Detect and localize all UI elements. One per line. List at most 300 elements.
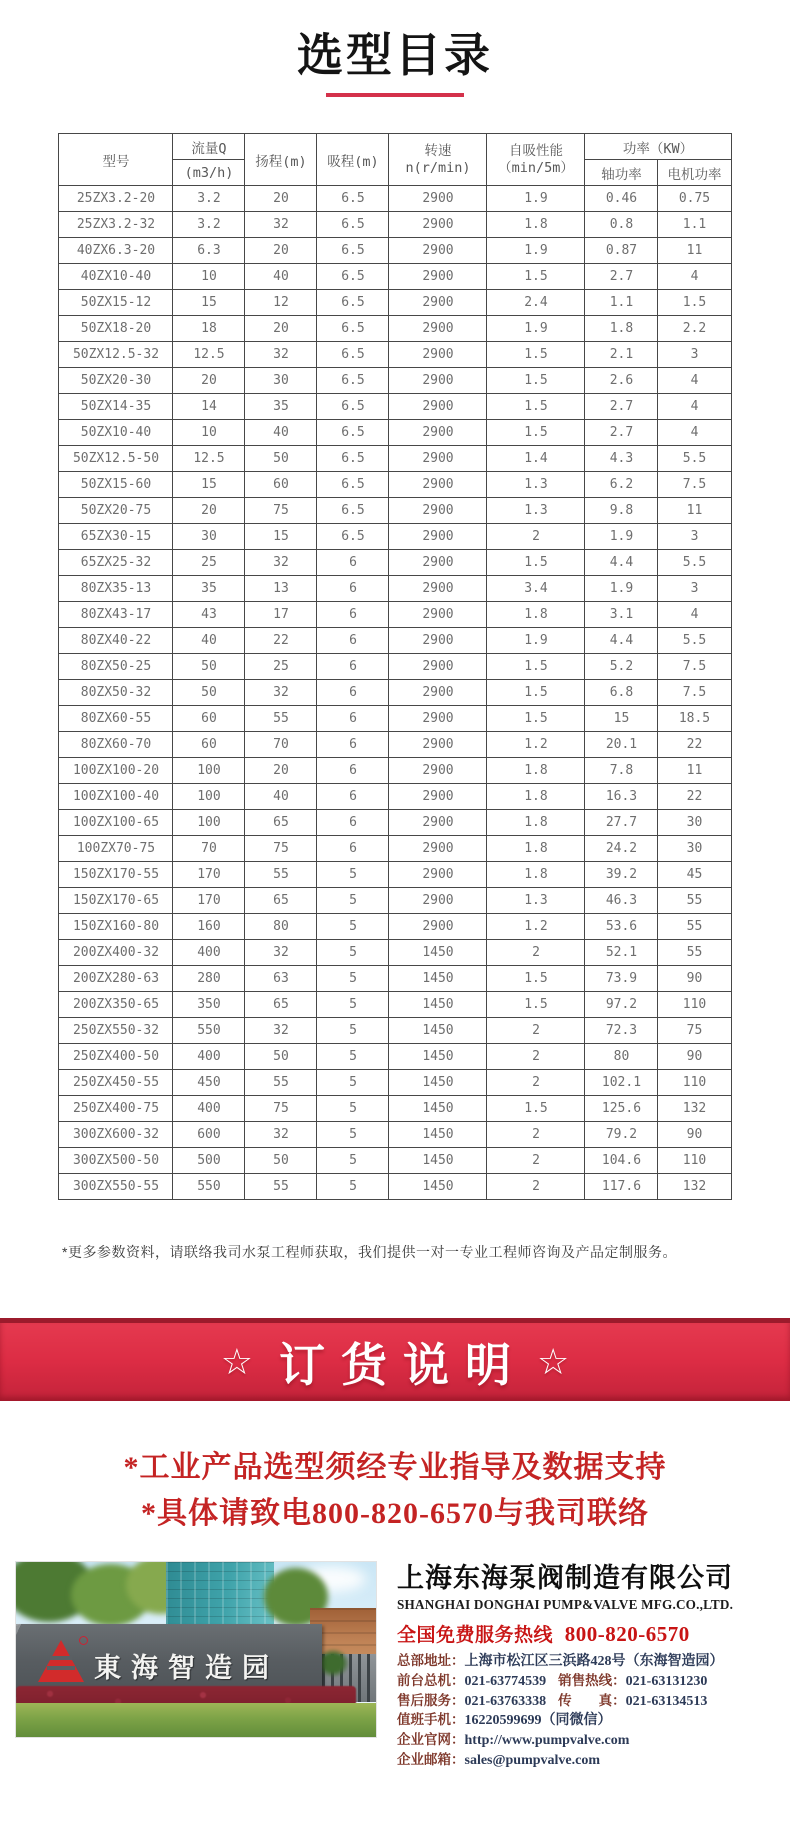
table-row bbox=[59, 654, 731, 680]
col-selfpriming-header-line1: 自吸性能 bbox=[508, 142, 563, 159]
table-row bbox=[59, 1174, 731, 1200]
cell-motor-power: 132 bbox=[658, 1096, 731, 1122]
cell-model: 25ZX3.2-20 bbox=[59, 186, 173, 212]
cell-shaft-power: 52.1 bbox=[585, 940, 658, 966]
slogan-block bbox=[0, 1445, 790, 1537]
cell-shaft-power: 1.8 bbox=[585, 316, 658, 342]
cell-motor-power: 1.1 bbox=[658, 212, 731, 238]
cell-self-priming: 1.5 bbox=[487, 342, 585, 368]
cell-motor-power: 55 bbox=[658, 888, 731, 914]
cell-flow: 400 bbox=[173, 1044, 245, 1070]
table-row bbox=[59, 810, 731, 836]
table-row bbox=[59, 576, 731, 602]
cell-shaft-power: 102.1 bbox=[585, 1070, 658, 1096]
cell-speed: 2900 bbox=[389, 914, 487, 940]
slogan-line-1: *工业产品选型须经专业指导及数据支持 bbox=[123, 1451, 667, 1484]
cell-suction: 6.5 bbox=[317, 238, 389, 264]
table-row bbox=[59, 1044, 731, 1070]
cell-speed: 1450 bbox=[389, 940, 487, 966]
cell-head: 20 bbox=[245, 186, 317, 212]
table-row bbox=[59, 368, 731, 394]
table-row bbox=[59, 212, 731, 238]
cell-motor-power: 30 bbox=[658, 810, 731, 836]
cell-model: 40ZX10-40 bbox=[59, 264, 173, 290]
glass-building-shape bbox=[166, 1562, 274, 1632]
cell-flow: 350 bbox=[173, 992, 245, 1018]
cell-self-priming: 2 bbox=[487, 1070, 585, 1096]
col-motor-power-header: 电机功率 bbox=[658, 160, 731, 186]
table-row bbox=[59, 446, 731, 472]
table-row bbox=[59, 1096, 731, 1122]
table-row bbox=[59, 862, 731, 888]
cell-self-priming: 1.5 bbox=[487, 680, 585, 706]
table-row bbox=[59, 706, 731, 732]
cell-motor-power: 4 bbox=[658, 602, 731, 628]
col-selfpriming-header-line2: （min/5m） bbox=[498, 159, 574, 176]
col-shaft-power-header: 轴功率 bbox=[585, 160, 658, 186]
col-suction-header: 吸程(m) bbox=[317, 134, 389, 186]
cell-speed: 2900 bbox=[389, 576, 487, 602]
cell-suction: 5 bbox=[317, 914, 389, 940]
table-row bbox=[59, 836, 731, 862]
cell-shaft-power: 72.3 bbox=[585, 1018, 658, 1044]
title-underline bbox=[326, 93, 464, 97]
cell-speed: 2900 bbox=[389, 368, 487, 394]
table-row bbox=[59, 1122, 731, 1148]
cell-speed: 2900 bbox=[389, 498, 487, 524]
table-row bbox=[59, 1070, 731, 1096]
cell-suction: 6 bbox=[317, 550, 389, 576]
cell-suction: 6.5 bbox=[317, 212, 389, 238]
cell-head: 30 bbox=[245, 368, 317, 394]
cell-self-priming: 2.4 bbox=[487, 290, 585, 316]
table-row bbox=[59, 680, 731, 706]
cell-speed: 2900 bbox=[389, 654, 487, 680]
cell-motor-power: 18.5 bbox=[658, 706, 731, 732]
cell-model: 250ZX550-32 bbox=[59, 1018, 173, 1044]
col-model-header: 型号 bbox=[59, 134, 173, 186]
cell-flow: 35 bbox=[173, 576, 245, 602]
cell-head: 12 bbox=[245, 290, 317, 316]
cell-head: 32 bbox=[245, 1122, 317, 1148]
info-label: 前台总机： bbox=[397, 1672, 465, 1688]
cell-speed: 2900 bbox=[389, 836, 487, 862]
footer-section bbox=[15, 1561, 775, 1771]
company-name-en: SHANGHAI DONGHAI PUMP&VALVE MFG.CO.,LTD. bbox=[397, 1597, 734, 1612]
cell-speed: 2900 bbox=[389, 316, 487, 342]
company-info-line bbox=[397, 1652, 775, 1672]
cell-flow: 12.5 bbox=[173, 446, 245, 472]
info-value: sales@pumpvalve.com bbox=[464, 1752, 601, 1768]
cell-head: 40 bbox=[245, 420, 317, 446]
cell-flow: 550 bbox=[173, 1018, 245, 1044]
cell-suction: 5 bbox=[317, 1174, 389, 1200]
cell-model: 250ZX450-55 bbox=[59, 1070, 173, 1096]
cell-flow: 43 bbox=[173, 602, 245, 628]
cell-flow: 500 bbox=[173, 1148, 245, 1174]
cell-model: 50ZX20-75 bbox=[59, 498, 173, 524]
cell-self-priming: 2 bbox=[487, 1122, 585, 1148]
cell-speed: 2900 bbox=[389, 238, 487, 264]
cell-flow: 600 bbox=[173, 1122, 245, 1148]
table-row bbox=[59, 732, 731, 758]
cell-model: 80ZX60-55 bbox=[59, 706, 173, 732]
cell-model: 50ZX14-35 bbox=[59, 394, 173, 420]
cell-flow: 40 bbox=[173, 628, 245, 654]
cell-model: 200ZX280-63 bbox=[59, 966, 173, 992]
cell-self-priming: 1.9 bbox=[487, 238, 585, 264]
cell-head: 32 bbox=[245, 212, 317, 238]
cell-shaft-power: 0.87 bbox=[585, 238, 658, 264]
cell-motor-power: 110 bbox=[658, 992, 731, 1018]
cell-motor-power: 4 bbox=[658, 264, 731, 290]
cell-motor-power: 90 bbox=[658, 966, 731, 992]
cell-self-priming: 2 bbox=[487, 1044, 585, 1070]
col-speed-header bbox=[389, 134, 487, 186]
col-flow-header-bottom: (m3/h) bbox=[173, 160, 245, 186]
cell-speed: 2900 bbox=[389, 420, 487, 446]
cell-model: 150ZX160-80 bbox=[59, 914, 173, 940]
cell-motor-power: 55 bbox=[658, 914, 731, 940]
cell-flow: 18 bbox=[173, 316, 245, 342]
cell-flow: 400 bbox=[173, 940, 245, 966]
col-speed-header-line1: 转速 bbox=[424, 142, 452, 159]
hotline-label: 全国免费服务热线 bbox=[397, 1625, 554, 1646]
cell-motor-power: 55 bbox=[658, 940, 731, 966]
cell-self-priming: 1.8 bbox=[487, 810, 585, 836]
cell-motor-power: 0.75 bbox=[658, 186, 731, 212]
cell-speed: 2900 bbox=[389, 394, 487, 420]
cell-motor-power: 7.5 bbox=[658, 472, 731, 498]
cell-shaft-power: 125.6 bbox=[585, 1096, 658, 1122]
cell-model: 25ZX3.2-32 bbox=[59, 212, 173, 238]
cell-shaft-power: 4.3 bbox=[585, 446, 658, 472]
logo-cut bbox=[47, 1666, 75, 1670]
cell-flow: 20 bbox=[173, 498, 245, 524]
cell-suction: 5 bbox=[317, 888, 389, 914]
star-icon: ☆ bbox=[537, 1341, 570, 1382]
company-info-line bbox=[397, 1751, 775, 1771]
table-row bbox=[59, 758, 731, 784]
cell-model: 300ZX500-50 bbox=[59, 1148, 173, 1174]
cell-speed: 2900 bbox=[389, 212, 487, 238]
table-row bbox=[59, 888, 731, 914]
cell-model: 300ZX550-55 bbox=[59, 1174, 173, 1200]
cell-shaft-power: 117.6 bbox=[585, 1174, 658, 1200]
cell-speed: 2900 bbox=[389, 680, 487, 706]
cell-head: 32 bbox=[245, 1018, 317, 1044]
cell-shaft-power: 80 bbox=[585, 1044, 658, 1070]
cell-flow: 25 bbox=[173, 550, 245, 576]
cell-speed: 2900 bbox=[389, 732, 487, 758]
cell-shaft-power: 4.4 bbox=[585, 628, 658, 654]
cell-head: 65 bbox=[245, 992, 317, 1018]
cell-suction: 5 bbox=[317, 1148, 389, 1174]
logo-cut bbox=[50, 1656, 72, 1660]
cell-shaft-power: 2.6 bbox=[585, 368, 658, 394]
cell-flow: 20 bbox=[173, 368, 245, 394]
cell-self-priming: 1.5 bbox=[487, 706, 585, 732]
info-value: 021-63774539 bbox=[464, 1673, 547, 1689]
cell-self-priming: 1.9 bbox=[487, 628, 585, 654]
cell-model: 150ZX170-55 bbox=[59, 862, 173, 888]
table-row bbox=[59, 290, 731, 316]
cell-head: 50 bbox=[245, 1148, 317, 1174]
cell-suction: 6.5 bbox=[317, 342, 389, 368]
selection-table-header bbox=[59, 134, 731, 186]
cell-self-priming: 1.8 bbox=[487, 212, 585, 238]
table-row bbox=[59, 472, 731, 498]
cell-model: 200ZX350-65 bbox=[59, 992, 173, 1018]
cell-speed: 2900 bbox=[389, 862, 487, 888]
cell-suction: 6 bbox=[317, 706, 389, 732]
cell-motor-power: 4 bbox=[658, 394, 731, 420]
cell-head: 15 bbox=[245, 524, 317, 550]
cell-flow: 170 bbox=[173, 862, 245, 888]
cell-flow: 30 bbox=[173, 524, 245, 550]
cell-flow: 280 bbox=[173, 966, 245, 992]
cell-head: 32 bbox=[245, 680, 317, 706]
cell-motor-power: 7.5 bbox=[658, 680, 731, 706]
cell-head: 75 bbox=[245, 1096, 317, 1122]
cell-flow: 15 bbox=[173, 472, 245, 498]
cell-shaft-power: 24.2 bbox=[585, 836, 658, 862]
factory-photo bbox=[15, 1561, 377, 1738]
cell-motor-power: 11 bbox=[658, 238, 731, 264]
cell-self-priming: 2 bbox=[487, 1174, 585, 1200]
cell-model: 65ZX30-15 bbox=[59, 524, 173, 550]
order-banner bbox=[0, 1318, 790, 1401]
cell-flow: 50 bbox=[173, 654, 245, 680]
table-row bbox=[59, 992, 731, 1018]
cell-shaft-power: 3.1 bbox=[585, 602, 658, 628]
selection-table bbox=[58, 133, 731, 1200]
hotline-number: 800-820-6570 bbox=[564, 1622, 690, 1646]
cell-motor-power: 7.5 bbox=[658, 654, 731, 680]
table-row bbox=[59, 524, 731, 550]
sign-text: 東海智造园 bbox=[94, 1653, 279, 1683]
page-title: 选型目录 bbox=[297, 29, 493, 81]
cell-suction: 5 bbox=[317, 992, 389, 1018]
company-info-line bbox=[397, 1672, 775, 1692]
cell-shaft-power: 73.9 bbox=[585, 966, 658, 992]
cell-head: 75 bbox=[245, 498, 317, 524]
cell-shaft-power: 97.2 bbox=[585, 992, 658, 1018]
info-label: 售后服务： bbox=[397, 1692, 465, 1708]
cell-model: 80ZX35-13 bbox=[59, 576, 173, 602]
cell-suction: 6.5 bbox=[317, 186, 389, 212]
info-label: 值班手机： bbox=[397, 1712, 465, 1728]
table-row bbox=[59, 342, 731, 368]
cell-self-priming: 1.8 bbox=[487, 784, 585, 810]
cell-head: 70 bbox=[245, 732, 317, 758]
cell-motor-power: 110 bbox=[658, 1070, 731, 1096]
cell-self-priming: 1.2 bbox=[487, 732, 585, 758]
cell-speed: 2900 bbox=[389, 602, 487, 628]
cell-model: 100ZX100-40 bbox=[59, 784, 173, 810]
footnote: *更多参数资料，请联络我司水泵工程师获取，我们提供一对一专业工程师咨询及产品定制服务。 bbox=[62, 1244, 677, 1260]
company-info-line bbox=[397, 1711, 775, 1731]
cell-model: 300ZX600-32 bbox=[59, 1122, 173, 1148]
cell-speed: 2900 bbox=[389, 810, 487, 836]
info-value: 021-63134513 bbox=[625, 1693, 708, 1709]
cell-shaft-power: 6.8 bbox=[585, 680, 658, 706]
cell-shaft-power: 1.9 bbox=[585, 524, 658, 550]
cell-shaft-power: 0.46 bbox=[585, 186, 658, 212]
cell-shaft-power: 46.3 bbox=[585, 888, 658, 914]
cell-flow: 15 bbox=[173, 290, 245, 316]
company-info-lines bbox=[397, 1652, 775, 1771]
col-selfpriming-header bbox=[487, 134, 585, 186]
cell-suction: 6 bbox=[317, 680, 389, 706]
cell-shaft-power: 5.2 bbox=[585, 654, 658, 680]
cell-suction: 5 bbox=[317, 940, 389, 966]
cell-self-priming: 1.5 bbox=[487, 368, 585, 394]
cell-self-priming: 1.4 bbox=[487, 446, 585, 472]
cell-speed: 2900 bbox=[389, 446, 487, 472]
table-row bbox=[59, 316, 731, 342]
hotline-line bbox=[397, 1620, 775, 1647]
cell-self-priming: 1.3 bbox=[487, 472, 585, 498]
cell-flow: 10 bbox=[173, 420, 245, 446]
cell-speed: 2900 bbox=[389, 472, 487, 498]
cell-motor-power: 4 bbox=[658, 368, 731, 394]
cell-self-priming: 1.5 bbox=[487, 264, 585, 290]
star-icon: ☆ bbox=[220, 1341, 253, 1382]
col-head-header: 扬程(m) bbox=[245, 134, 317, 186]
table-row bbox=[59, 1018, 731, 1044]
cell-head: 55 bbox=[245, 1174, 317, 1200]
cell-motor-power: 45 bbox=[658, 862, 731, 888]
cell-self-priming: 1.5 bbox=[487, 394, 585, 420]
cell-head: 50 bbox=[245, 1044, 317, 1070]
cell-speed: 2900 bbox=[389, 758, 487, 784]
cell-self-priming: 1.5 bbox=[487, 1096, 585, 1122]
table-row bbox=[59, 186, 731, 212]
cell-speed: 2900 bbox=[389, 342, 487, 368]
cell-speed: 2900 bbox=[389, 888, 487, 914]
cell-speed: 2900 bbox=[389, 264, 487, 290]
cell-model: 40ZX6.3-20 bbox=[59, 238, 173, 264]
cell-flow: 60 bbox=[173, 732, 245, 758]
cell-speed: 1450 bbox=[389, 1174, 487, 1200]
cell-model: 80ZX50-32 bbox=[59, 680, 173, 706]
company-info-line bbox=[397, 1692, 775, 1712]
cell-flow: 160 bbox=[173, 914, 245, 940]
cell-flow: 550 bbox=[173, 1174, 245, 1200]
cell-suction: 5 bbox=[317, 1070, 389, 1096]
cell-motor-power: 22 bbox=[658, 732, 731, 758]
logo-triangle bbox=[38, 1640, 84, 1682]
cell-shaft-power: 16.3 bbox=[585, 784, 658, 810]
info-label: 传 真： bbox=[558, 1692, 626, 1708]
cell-motor-power: 1.5 bbox=[658, 290, 731, 316]
cell-model: 100ZX70-75 bbox=[59, 836, 173, 862]
cell-shaft-power: 104.6 bbox=[585, 1148, 658, 1174]
cell-self-priming: 1.5 bbox=[487, 654, 585, 680]
cell-shaft-power: 2.1 bbox=[585, 342, 658, 368]
table-row bbox=[59, 914, 731, 940]
cell-head: 65 bbox=[245, 810, 317, 836]
cell-suction: 6.5 bbox=[317, 368, 389, 394]
cell-head: 25 bbox=[245, 654, 317, 680]
cell-head: 65 bbox=[245, 888, 317, 914]
cell-suction: 6.5 bbox=[317, 394, 389, 420]
cell-motor-power: 3 bbox=[658, 524, 731, 550]
cell-shaft-power: 4.4 bbox=[585, 550, 658, 576]
cell-suction: 6.5 bbox=[317, 290, 389, 316]
cell-self-priming: 1.8 bbox=[487, 602, 585, 628]
cell-head: 63 bbox=[245, 966, 317, 992]
table-row bbox=[59, 394, 731, 420]
cell-motor-power: 3 bbox=[658, 576, 731, 602]
cell-head: 20 bbox=[245, 316, 317, 342]
cell-suction: 6 bbox=[317, 758, 389, 784]
cell-head: 22 bbox=[245, 628, 317, 654]
table-row bbox=[59, 498, 731, 524]
cell-motor-power: 3 bbox=[658, 342, 731, 368]
cell-model: 200ZX400-32 bbox=[59, 940, 173, 966]
cell-model: 50ZX20-30 bbox=[59, 368, 173, 394]
cell-suction: 6.5 bbox=[317, 498, 389, 524]
cell-model: 150ZX170-65 bbox=[59, 888, 173, 914]
cell-suction: 6.5 bbox=[317, 472, 389, 498]
cell-flow: 100 bbox=[173, 758, 245, 784]
cell-shaft-power: 6.2 bbox=[585, 472, 658, 498]
cell-self-priming: 1.8 bbox=[487, 862, 585, 888]
table-row bbox=[59, 628, 731, 654]
cell-head: 40 bbox=[245, 784, 317, 810]
cell-suction: 5 bbox=[317, 1096, 389, 1122]
col-power-group-header: 功率（KW） bbox=[585, 134, 731, 160]
cell-suction: 6 bbox=[317, 602, 389, 628]
cell-self-priming: 2 bbox=[487, 1148, 585, 1174]
cell-model: 50ZX18-20 bbox=[59, 316, 173, 342]
table-row bbox=[59, 966, 731, 992]
col-flow-header-top: 流量Q bbox=[173, 134, 245, 160]
cell-shaft-power: 2.7 bbox=[585, 420, 658, 446]
cell-shaft-power: 9.8 bbox=[585, 498, 658, 524]
table-row bbox=[59, 1148, 731, 1174]
cell-motor-power: 2.2 bbox=[658, 316, 731, 342]
cell-flow: 60 bbox=[173, 706, 245, 732]
cell-model: 50ZX12.5-32 bbox=[59, 342, 173, 368]
info-label: 企业官网： bbox=[397, 1732, 465, 1748]
cell-model: 65ZX25-32 bbox=[59, 550, 173, 576]
cell-flow: 6.3 bbox=[173, 238, 245, 264]
cell-speed: 1450 bbox=[389, 992, 487, 1018]
selection-table-body bbox=[59, 186, 731, 1200]
cell-suction: 6 bbox=[317, 836, 389, 862]
cell-head: 55 bbox=[245, 706, 317, 732]
cell-shaft-power: 79.2 bbox=[585, 1122, 658, 1148]
cell-self-priming: 1.3 bbox=[487, 498, 585, 524]
cell-shaft-power: 2.7 bbox=[585, 394, 658, 420]
cell-flow: 100 bbox=[173, 784, 245, 810]
table-row bbox=[59, 420, 731, 446]
cell-suction: 6.5 bbox=[317, 420, 389, 446]
cell-self-priming: 2 bbox=[487, 940, 585, 966]
cell-self-priming: 1.5 bbox=[487, 420, 585, 446]
cell-self-priming: 2 bbox=[487, 524, 585, 550]
cell-shaft-power: 20.1 bbox=[585, 732, 658, 758]
cell-model: 80ZX60-70 bbox=[59, 732, 173, 758]
cell-shaft-power: 27.7 bbox=[585, 810, 658, 836]
cell-motor-power: 22 bbox=[658, 784, 731, 810]
cell-suction: 6 bbox=[317, 810, 389, 836]
cell-head: 20 bbox=[245, 238, 317, 264]
cell-suction: 5 bbox=[317, 1044, 389, 1070]
